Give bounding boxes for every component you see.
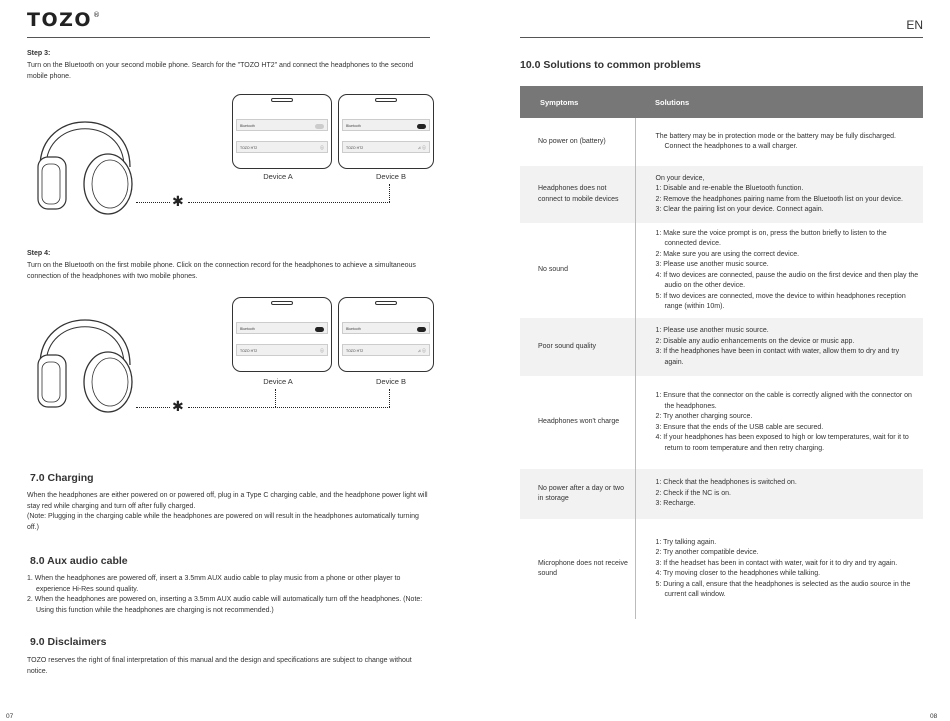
solution-line: 4: If two devices are connected, pause the audio on the first device and then play the audio on the other device. xyxy=(655,271,919,289)
bluetooth-row: Bluetooth xyxy=(342,322,430,334)
connection-line-vertical xyxy=(389,389,390,407)
bluetooth-toggle-on xyxy=(417,124,426,129)
language-label: EN xyxy=(906,18,923,32)
phone-notch xyxy=(271,301,293,305)
connection-line xyxy=(136,407,170,408)
solution-cell xyxy=(635,469,923,519)
table-row xyxy=(520,376,923,469)
bluetooth-row: Bluetooth xyxy=(342,119,430,131)
left-header-rule xyxy=(27,37,430,38)
solution-cell xyxy=(635,223,923,318)
bluetooth-icon: ✱ xyxy=(172,193,184,209)
page-number-right: 08 xyxy=(930,713,938,720)
phone-notch xyxy=(375,98,397,102)
bluetooth-toggle-on xyxy=(417,327,426,332)
solution-line: 5: During a call, ensure that the headphones is selected as the audio source in the current call window. xyxy=(655,580,911,598)
symptom-cell: No power after a day or two in storage xyxy=(520,469,635,519)
device-row: TOZO HT2 ♫ ⓘ xyxy=(342,141,430,153)
connection-line-vertical xyxy=(275,389,276,407)
brand-logo: TOZO® xyxy=(27,9,102,31)
phone-notch xyxy=(375,301,397,305)
step3-title: Step 3: xyxy=(27,50,51,57)
headphones-info-icon: ♫ ⓘ xyxy=(417,348,426,353)
phone-device-a-2 xyxy=(232,297,332,372)
solution-cell xyxy=(635,376,923,469)
phone-device-b-1 xyxy=(338,94,434,169)
solutions-title: 10.0 Solutions to common problems xyxy=(520,59,701,71)
symptom-cell: Headphones does not connect to mobile devices xyxy=(520,166,635,223)
charging-title: 7.0 Charging xyxy=(30,472,94,484)
solution-line: 3: If the headset has been in contact with water, wait for it to dry and try again. xyxy=(655,559,898,567)
headphones-illustration-1 xyxy=(30,92,140,217)
page-number-left: 07 xyxy=(6,713,14,720)
step4-title: Step 4: xyxy=(27,250,51,257)
solutions-header: Solutions xyxy=(635,86,923,118)
charging-text: When the headphones are either powered on or powered off, plug in a Type C charging cable, and the headphone power light will stay red while charging and turn off after fully charged. xyxy=(27,492,428,510)
solution-line: 2: Make sure you are using the correct device. xyxy=(655,250,800,258)
table-row xyxy=(520,118,923,166)
aux-title: 8.0 Aux audio cable xyxy=(30,555,128,567)
device-row: TOZO HT2 ♫ ⓘ xyxy=(342,344,430,356)
solution-cell xyxy=(635,166,923,223)
solution-line: On your device, xyxy=(655,174,705,182)
connection-line-vertical xyxy=(389,184,390,202)
phone-device-a-1 xyxy=(232,94,332,169)
info-icon: ⓘ xyxy=(320,145,324,150)
table-row xyxy=(520,223,923,318)
connection-line xyxy=(188,407,390,408)
disclaimers-text: TOZO reserves the right of final interpretation of this manual and the design and specifications are subject to change without notice. xyxy=(27,657,412,675)
solution-line: 1: Try talking again. xyxy=(655,538,717,546)
solution-line: 1: Please use another music source. xyxy=(655,327,769,334)
solution-line: 3: Ensure that the ends of the USB cable are secured. xyxy=(655,423,824,431)
solutions-table xyxy=(520,86,923,619)
symptom-cell: Headphones won't charge xyxy=(520,376,635,469)
symptom-cell: Microphone does not receive sound xyxy=(520,519,635,619)
device-b-caption-2: Device B xyxy=(375,377,406,386)
bluetooth-toggle-on xyxy=(315,327,324,332)
right-header-rule xyxy=(520,37,923,38)
table-row xyxy=(520,318,923,376)
device-row: TOZO HT2 ⓘ xyxy=(236,141,328,153)
solution-cell xyxy=(635,519,923,619)
solution-line: 2: Try another compatible device. xyxy=(655,549,759,556)
solution-cell xyxy=(635,318,923,376)
solution-line: 1: Check that the headphones is switched on. xyxy=(655,479,797,487)
step4-text: Turn on the Bluetooth on the first mobile phone. Click on the connection record for the headphones to achieve a simultaneous connection of the headphones with two mobile phones. xyxy=(27,262,416,280)
solution-line: 5: If two devices are connected, move the device to within headphones reception range (within 10m). xyxy=(655,292,906,310)
solution-line: 4: Try moving closer to the headphones while talking. xyxy=(655,570,821,577)
solution-line: 1: Disable and re-enable the Bluetooth function. xyxy=(655,185,804,192)
symptom-cell: No sound xyxy=(520,223,635,318)
table-row xyxy=(520,166,923,223)
phone-device-b-2 xyxy=(338,297,434,372)
solution-line: 3: If the headphones have been in contact with water, allow them to dry and try again. xyxy=(655,348,900,366)
bluetooth-toggle-off xyxy=(315,124,324,129)
solution-line: 3: Please use another music source. xyxy=(655,261,769,268)
solution-line: 4: If your headphones has been exposed to high or low temperatures, wait for it to return to room temperature and then retry charging. xyxy=(655,434,909,452)
info-icon: ⓘ xyxy=(320,348,324,353)
connection-line xyxy=(188,202,390,203)
symptom-cell: No power on (battery) xyxy=(520,118,635,166)
symptom-cell: Poor sound quality xyxy=(520,318,635,376)
solution-line: The battery may be in protection mode or the battery may be fully discharged. Connect the headphones to a wall charger. xyxy=(655,132,896,150)
bluetooth-row: Bluetooth xyxy=(236,322,328,334)
connection-line xyxy=(136,202,170,203)
device-row: TOZO HT2 ⓘ xyxy=(236,344,328,356)
solution-line: 2: Remove the headphones pairing name from the Bluetooth list on your device. xyxy=(655,195,903,203)
device-a-caption-2: Device A xyxy=(263,377,293,386)
solution-line: 1: Ensure that the connector on the cable is correctly aligned with the connector on the headphones. xyxy=(655,392,912,410)
bluetooth-icon: ✱ xyxy=(172,398,184,414)
table-row xyxy=(520,519,923,619)
aux-list xyxy=(27,574,432,616)
headphones-info-icon: ♫ ⓘ xyxy=(417,145,426,150)
symptoms-header: Symptoms xyxy=(520,86,635,118)
solution-line: 2: Try another charging source. xyxy=(655,413,753,420)
solution-line: 2: Check if the NC is on. xyxy=(655,489,731,497)
aux-item: 1. When the headphones are powered off, insert a 3.5mm AUX audio cable to play music from a phone or other player to experience Hi-Res sound quality. xyxy=(27,575,401,593)
headphones-illustration-2 xyxy=(30,290,140,415)
solution-line: 2: Disable any audio enhancements on the device or music app. xyxy=(655,337,855,345)
charging-note: (Note: Plugging in the charging cable while the headphones are powered on will result in the headphones automatically turning off.) xyxy=(27,513,419,531)
solution-cell xyxy=(635,118,923,166)
aux-item: 2. When the headphones are powered on, inserting a 3.5mm AUX audio cable will automatically turn off the headphones. (Note: Using this function while the headphones are charging is not recommended.) xyxy=(27,596,423,614)
table-row xyxy=(520,469,923,519)
device-a-caption-1: Device A xyxy=(263,172,293,181)
solution-line: 3: Clear the pairing list on your device. Connect again. xyxy=(655,206,824,213)
solution-line: 1: Make sure the voice prompt is on, press the button briefly to listen to the connected device. xyxy=(655,229,887,247)
device-b-caption-1: Device B xyxy=(375,172,406,181)
step3-text: Turn on the Bluetooth on your second mobile phone. Search for the "TOZO HT2" and connect the headphones to the second mobile phone. xyxy=(27,62,414,80)
phone-notch xyxy=(271,98,293,102)
bluetooth-row: Bluetooth xyxy=(236,119,328,131)
table-header-row xyxy=(520,86,923,118)
disclaimers-title: 9.0 Disclaimers xyxy=(30,636,107,648)
solution-line: 3: Recharge. xyxy=(655,500,696,508)
